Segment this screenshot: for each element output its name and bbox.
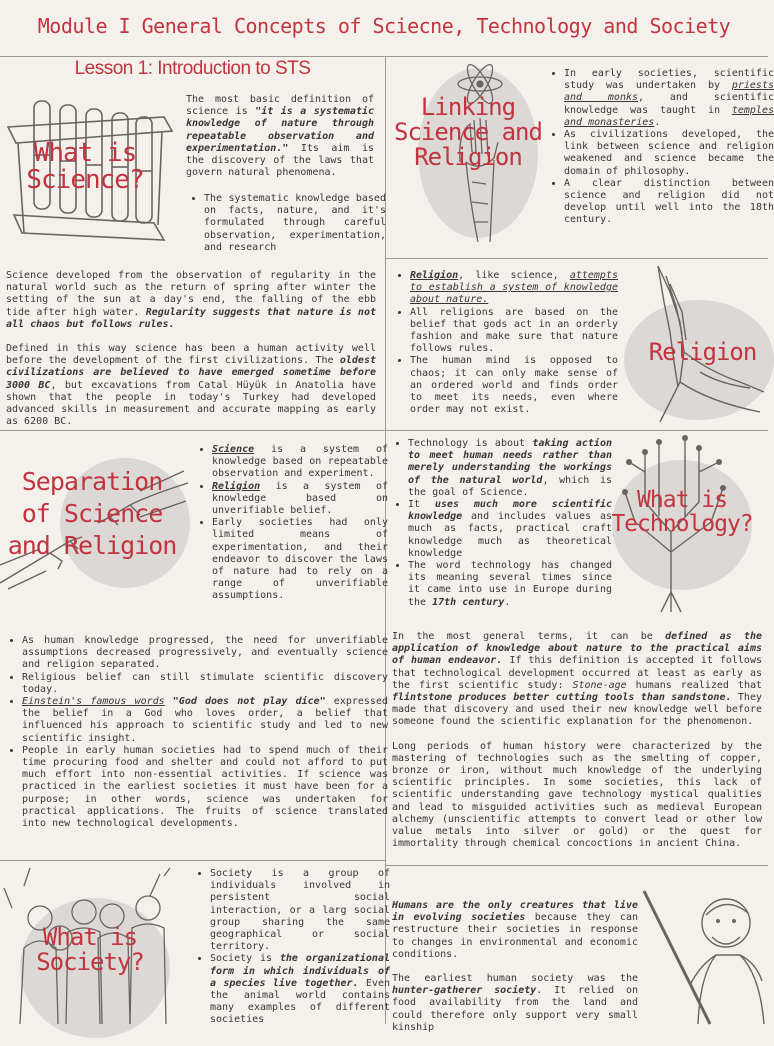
- linking-bullet-1: • In early societies, scientific study was undertaken by priests and monks, and scientific knowledge was taught in temples and monasteries.: [564, 68, 774, 129]
- science-definition: [186, 94, 374, 179]
- linking-bullets: [552, 68, 774, 227]
- technology-paragraphs: In the most general terms, it can be defined as the application of knowledge about nature to the practical aims of human endeavor. If this definition is accepted it follows that technological development occurred at least as early as the first scientific study: Stone-age humans realized that flintstone produces better cutting tools than sandstone. They made that discovery and used their new knowledge well before someone found the scientific explanation for the phenomenon. Long periods of human history were characterized by the mastering of technologies such as the smelting of copper, bronze or iron, without much knowledge of the underlying scientific principles. In some societies, this lack of scientific understanding gave technology mystical qualities and lead to misguided activities such as medieval European alchemy (unscientific attempts to convert lead or other low value metals into silver or gold) or the quest for immortality through chemical concoctions in ancient China.: [392, 631, 762, 850]
- religion-bullet-2: • All religions are based on the belief that gods act in an orderly fashion and make sure that nature follows rules.: [410, 307, 618, 356]
- linking-heading: Linking Science and Religion: [394, 93, 542, 172]
- technology-bullets: [396, 438, 612, 609]
- religion-bullet-3: • The human mind is opposed to chaos; it can only make sense of an ordered world and finds order to meet its needs, even where order may not exist.: [410, 355, 618, 416]
- separation-list-1: • As human knowledge progressed, the need for unverifiable assumptions decreased progressively, and eventually science and religion separated.: [22, 635, 388, 672]
- science-bullets: [192, 193, 386, 254]
- religion-heading: Religion: [648, 338, 757, 366]
- society-bullet-2: • Society is the organizational form in which individuals of a species live together. Even the animal world contains many examples of different societies: [210, 953, 390, 1026]
- row-divider-3: [385, 430, 768, 431]
- science-def-aim: Its aim is the discovery of the laws that govern natural phenomena.: [186, 142, 374, 179]
- science-p1-emph: Regularity suggests that nature is not all chaos but follows rules.: [6, 306, 376, 330]
- technology-bullet-3: • The word technology has changed its meaning several times since it came into use in Europe during the 17th century.: [408, 560, 612, 609]
- society-heading: What is Society?: [36, 923, 144, 977]
- row-divider-4: [0, 860, 385, 861]
- science-paragraphs: [6, 270, 376, 440]
- science-heading: What is Science?: [26, 138, 144, 196]
- separation-bullet-3: • Early societies had only limited means of experimentation, and their endeavor to discover the laws of nature had to rely on a range of unverifiable assumptions.: [212, 517, 388, 602]
- separation-bullet-1: • Science is a system of knowledge based on repeatable observation and experiment.: [212, 444, 388, 481]
- lesson-title: Lesson 1: Introduction to STS: [74, 58, 311, 79]
- technology-p2: Long periods of human history were characterized by the mastering of technologies such as the smelting of copper, bronze or iron, without much knowledge of the underlying scientific principles. In some societies, this lack of scientific understanding gave technology mystical qualities and lead to misguided activities such as medieval European alchemy (unscientific attempts to convert lead or other low value metals into silver or gold) or the quest for immortality through chemical concoctions in ancient China.: [392, 740, 762, 850]
- technology-bullet-1: • Technology is about taking action to meet human needs rather than merely understanding the workings of the natural world, which is the goal of Science.: [408, 438, 612, 499]
- society-bullet-1: • Society is a group of individuals involved in persistent social interaction, or a larg social group sharing the same geographical or social territory.: [210, 868, 390, 953]
- row-divider-5: [385, 865, 768, 866]
- linking-bullet-2: • As civilizations developed, the link between science and religion weakened and science became the domain of philosophy.: [564, 129, 774, 178]
- society-paragraphs: Humans are the only creatures that live in evolving societies because they can restructure their societies in response to changes in environmental and economic conditions. The earliest human society was the hunter-gatherer society. It relied on food availability from the land and could therefore only support very small kinship: [392, 900, 638, 1033]
- caveman-illustration: [640, 885, 768, 1024]
- separation-list-3: • Einstein's famous words "God does not play dice" expressed the belief in a God who loves order, a belief that influenced his approach to scientific study and led to new scientific insight.: [22, 696, 388, 745]
- row-divider-2: [385, 258, 768, 259]
- religion-bullet-1: • Religion, like science, attempts to establish a system of knowledge about nature.: [410, 270, 618, 307]
- page-title: Module I General Concepts of Sciecne, Technology and Society: [37, 14, 731, 38]
- science-bullet: • The systematic knowledge based on facts, nature, and it's formulated through careful observation, experimentation, and research: [204, 193, 386, 254]
- religion-bullets: [398, 270, 618, 416]
- science-p2-rest: , but excavations from Catal Hüyük in Anatolia have shown that the people in today's Turkey had developed advanced skills in measurement and accurate mapping as early as 6200 BC.: [6, 379, 377, 428]
- separation-bullet-2: • Religion is a system of knowledge based on unverifiable belief.: [212, 481, 388, 518]
- technology-bullet-2: • It uses much more scientific knowledge and includes values as much as facts, practical craft knowledge much as theoretical knowledge: [408, 499, 612, 560]
- science-def-quote: "it is a systematic knowledge of nature through repeatable observation and experimentation.": [186, 106, 375, 154]
- separation-list-2: • Religious belief can still stimulate scientific discovery today.: [22, 672, 388, 696]
- science-def-text: The most basic definition of science is: [186, 94, 374, 118]
- science-p2-emph: oldest civilizations are believed to have emerged sometime before 3000 BC: [6, 355, 376, 391]
- title-divider: [0, 56, 768, 57]
- society-bullets: [198, 868, 390, 1027]
- separation-bullets: [200, 444, 388, 603]
- science-p2: Defined in this way science has been a human activity well before the development of the first civilizations. The: [6, 343, 376, 367]
- separation-list: [10, 635, 388, 830]
- science-p1: Science developed from the observation of regularity in the natural world such as the return of spring after winter the setting of the sun at a day's end, the falling of the ebb tide after high water.: [6, 270, 376, 318]
- linking-bullet-3: • A clear distinction between science and religion did not develop until well into the 18th century.: [564, 178, 774, 227]
- separation-list-4: • People in early human societies had to spend much of their time procuring food and shelter and could not afford to put much effort into non-essential activities. If science was practiced in the earliest societies it must have been for a purpose; in other words, science was undertaken for practical applications. The fruits of science translated into new technological developments.: [22, 745, 388, 830]
- separation-heading: Separation of Science and Religion: [7, 467, 177, 560]
- technology-heading: What is Technology?: [611, 487, 753, 538]
